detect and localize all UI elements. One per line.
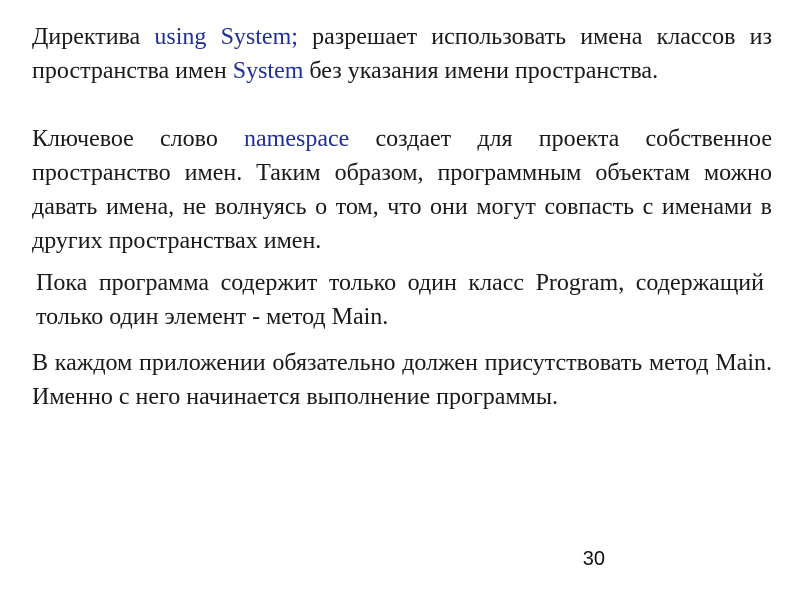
text: без указания имени пространства. xyxy=(303,58,659,84)
text: разрешает использовать имена классов из пространства имен xyxy=(32,24,773,84)
paragraph-using-directive xyxy=(32,20,772,88)
paragraph-main-method: В каждом приложении обязательно должен присутствовать метод Main. Именно с него начинается выполнение программы. xyxy=(32,350,772,410)
paragraph-namespace xyxy=(32,122,772,258)
keyword-namespace: namespace xyxy=(244,126,350,152)
paragraph-program-class: Пока программа содержит только один класс Program, содержащий только один элемент - метод Main. xyxy=(36,270,764,330)
keyword-using-system: using System; xyxy=(154,24,298,50)
slide-number: 30 xyxy=(582,548,605,570)
text: Директива xyxy=(32,24,155,50)
text: Ключевое слово xyxy=(32,126,244,152)
keyword-system: System xyxy=(232,58,304,84)
text: создает для проекта собственное пространство имен. Таким образом, программным объектам можно давать имена, не волнуясь о том, что они могут совпасть с именами в других пространствах имен. xyxy=(32,126,772,254)
